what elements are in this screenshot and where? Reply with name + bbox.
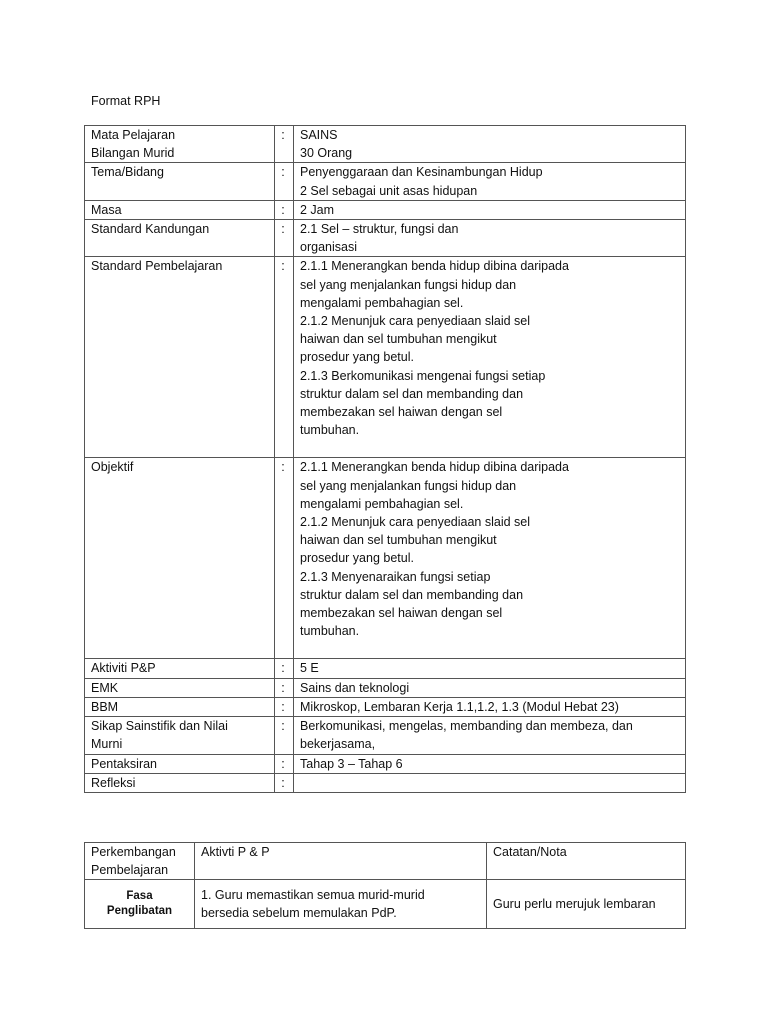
row-separator: : <box>275 717 294 754</box>
row-label: Sikap Sainstifik dan Nilai Murni <box>85 717 275 754</box>
table-row <box>85 697 686 716</box>
row-separator: : <box>275 200 294 219</box>
catatan-cell: Guru perlu merujuk lembaran <box>487 880 686 929</box>
header-perkembangan: Perkembangan Pembelajaran <box>85 843 195 880</box>
table-row <box>85 220 686 257</box>
row-value: 5 E <box>294 659 686 678</box>
row-separator: : <box>275 257 294 458</box>
row-separator: : <box>275 659 294 678</box>
document-title: Format RPH <box>91 94 161 108</box>
row-label: EMK <box>85 678 275 697</box>
row-value <box>294 773 686 792</box>
row-value: SAINS 30 Orang <box>294 126 686 163</box>
row-label: BBM <box>85 697 275 716</box>
row-value: Tahap 3 – Tahap 6 <box>294 754 686 773</box>
row-separator: : <box>275 754 294 773</box>
table-row <box>85 257 686 458</box>
row-value: 2.1 Sel – struktur, fungsi dan organisasi <box>294 220 686 257</box>
table-row <box>85 880 686 929</box>
table-row <box>85 200 686 219</box>
aktiviti-cell: 1. Guru memastikan semua murid-murid bersedia sebelum memulakan PdP. <box>195 880 487 929</box>
row-label: Refleksi <box>85 773 275 792</box>
header-catatan: Catatan/Nota <box>487 843 686 880</box>
row-value: Berkomunikasi, mengelas, membanding dan membeza, dan bekerjasama, <box>294 717 686 754</box>
table-header-row <box>85 843 686 880</box>
row-separator: : <box>275 678 294 697</box>
row-separator: : <box>275 220 294 257</box>
row-label: Standard Pembelajaran <box>85 257 275 458</box>
table-row <box>85 458 686 659</box>
pdp-activity-table <box>84 842 686 929</box>
row-label: Standard Kandungan <box>85 220 275 257</box>
row-value: Sains dan teknologi <box>294 678 686 697</box>
table-row <box>85 163 686 200</box>
table-row <box>85 126 686 163</box>
fasa-label: Fasa Penglibatan <box>85 880 195 929</box>
row-value: Penyenggaraan dan Kesinambungan Hidup 2 Sel sebagai unit asas hidupan <box>294 163 686 200</box>
row-label: Pentaksiran <box>85 754 275 773</box>
table-row <box>85 717 686 754</box>
row-label: Masa <box>85 200 275 219</box>
row-label: Tema/Bidang <box>85 163 275 200</box>
table-row <box>85 659 686 678</box>
row-separator: : <box>275 126 294 163</box>
table-row <box>85 678 686 697</box>
row-separator: : <box>275 773 294 792</box>
table-row <box>85 773 686 792</box>
row-separator: : <box>275 163 294 200</box>
row-value: 2 Jam <box>294 200 686 219</box>
row-separator: : <box>275 458 294 659</box>
table-row <box>85 754 686 773</box>
header-aktiviti: Aktivti P & P <box>195 843 487 880</box>
rph-table <box>84 125 686 793</box>
row-value: 2.1.1 Menerangkan benda hidup dibina daripada sel yang menjalankan fungsi hidup dan mengalami pembahagian sel. 2.1.2 Menunjuk cara penyediaan slaid sel haiwan dan sel tumbuhan mengikut prosedur yang betul. 2.1.3 Menyenaraikan fungsi setiap struktur dalam sel dan membanding dan membezakan sel haiwan dengan sel tumbuhan. <box>294 458 686 659</box>
row-value: Mikroskop, Lembaran Kerja 1.1,1.2, 1.3 (Modul Hebat 23) <box>294 697 686 716</box>
row-label: Aktiviti P&P <box>85 659 275 678</box>
row-value: 2.1.1 Menerangkan benda hidup dibina daripada sel yang menjalankan fungsi hidup dan mengalami pembahagian sel. 2.1.2 Menunjuk cara penyediaan slaid sel haiwan dan sel tumbuhan mengikut prosedur yang betul. 2.1.3 Berkomunikasi mengenai fungsi setiap struktur dalam sel dan membanding dan membezakan sel haiwan dengan sel tumbuhan. <box>294 257 686 458</box>
row-label: Objektif <box>85 458 275 659</box>
row-separator: : <box>275 697 294 716</box>
row-label: Mata Pelajaran Bilangan Murid <box>85 126 275 163</box>
